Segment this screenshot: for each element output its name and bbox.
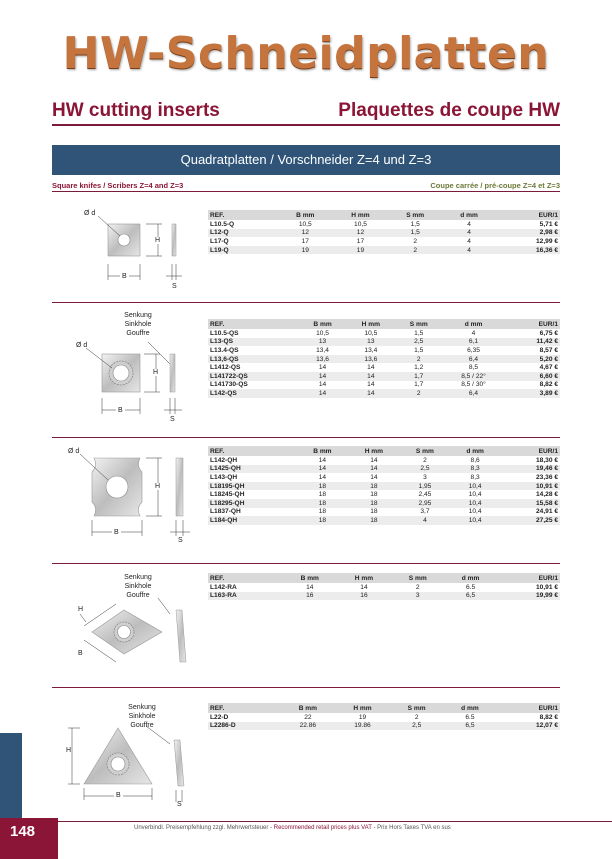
table-cell: 4	[471, 329, 476, 337]
label-h: H	[78, 606, 84, 613]
table-cell: 1,5	[388, 229, 442, 238]
table-cell: 13,4	[316, 346, 329, 354]
table-row	[208, 220, 560, 229]
table-row	[208, 473, 560, 482]
table-cell: 18	[348, 482, 399, 491]
label-b: B	[114, 529, 119, 536]
table-cell: 13	[298, 338, 346, 347]
table-cell: L17-Q	[210, 237, 229, 245]
product-table-ra	[208, 573, 560, 600]
section-rule	[52, 437, 560, 438]
table-cell: 8,5 / 22°	[443, 372, 505, 381]
table-cell: 14	[297, 465, 348, 474]
table-cell: 19,46 €	[500, 465, 560, 474]
table-cell: 10,4	[450, 499, 500, 508]
table-cell: 14	[347, 372, 395, 381]
table-cell: 8,82 €	[539, 381, 558, 389]
table-row	[208, 482, 560, 491]
table-cell: 10,5	[298, 220, 312, 228]
table-cell: 2,5	[390, 722, 444, 731]
label-b: B	[122, 273, 127, 280]
drawing-notched-square-insert	[66, 446, 196, 546]
column-header: EUR/1	[497, 573, 560, 583]
table-cell: 14	[298, 389, 346, 398]
table-cell: 17	[301, 237, 309, 245]
table-cell: 12,99 €	[536, 237, 558, 245]
footer-note-de: Unverbindl. Preisempfehlung zzgl. Mehrwertsteuer -	[134, 825, 274, 831]
column-header: B mm	[297, 446, 348, 456]
table-cell: 18	[297, 499, 348, 508]
table-cell: L141730-QS	[210, 381, 248, 389]
header-rule	[52, 124, 560, 126]
table-cell: 2	[388, 246, 442, 255]
label-b: B	[116, 792, 121, 799]
table-header-row	[208, 210, 560, 220]
table-cell: L142-QH	[210, 456, 238, 464]
label-diameter: Ø d	[84, 210, 96, 217]
table-row	[208, 592, 560, 601]
table-cell: 19	[333, 246, 388, 255]
table-cell: L143-QH	[210, 473, 238, 481]
table-cell: L18295-QH	[208, 499, 297, 508]
table-cell: 22.86	[281, 722, 336, 731]
table-cell: 4	[467, 237, 471, 245]
column-header: S mm	[400, 446, 451, 456]
table-cell: 13,6	[298, 355, 346, 364]
table-row	[208, 713, 560, 722]
table-row	[208, 381, 560, 390]
table-cell: L184-QH	[208, 516, 297, 525]
column-header: B mm	[298, 319, 346, 329]
table-cell: 10,91 €	[536, 583, 558, 591]
table-cell: 10,4	[450, 516, 500, 525]
product-table-qh	[208, 446, 560, 525]
table-cell: 3,7	[420, 508, 430, 516]
table-cell: 19	[358, 713, 367, 721]
table-row	[208, 346, 560, 355]
table-row	[208, 237, 560, 246]
column-header: REF.	[208, 703, 281, 713]
label-countersink-fr: Gouffre	[126, 592, 150, 599]
column-header: REF.	[208, 446, 297, 456]
table-cell: 2,98 €	[496, 229, 560, 238]
table-cell: 8,3	[470, 473, 480, 481]
table-cell: 1,95	[400, 482, 451, 491]
label-h: H	[66, 747, 72, 754]
table-row	[208, 355, 560, 364]
table-row	[208, 389, 560, 398]
table-cell: 14	[367, 364, 375, 372]
table-row	[208, 583, 560, 592]
label-b: B	[78, 650, 83, 657]
table-cell: 3	[391, 592, 444, 601]
table-cell: L13,6-QS	[208, 355, 298, 364]
column-header: EUR/1	[496, 703, 560, 713]
table-cell: 4,67 €	[539, 364, 558, 372]
table-cell: 16	[283, 592, 337, 601]
table-cell: 14	[370, 456, 378, 464]
table-cell: 18	[370, 508, 378, 516]
drawing-square-insert	[80, 210, 190, 295]
table-cell: 8,82 €	[539, 713, 558, 721]
table-cell: 10,4	[450, 482, 500, 491]
table-cell: 10,5	[364, 329, 378, 337]
table-cell: 22	[304, 713, 312, 721]
table-cell: 8,6	[470, 456, 480, 464]
label-s: S	[170, 416, 175, 423]
table-cell: 6,4	[443, 389, 505, 398]
table-cell: L18245-QH	[210, 491, 245, 499]
label-countersink-fr: Gouffre	[126, 330, 150, 337]
page-number: 148	[0, 818, 58, 859]
table-cell: L2286-D	[208, 722, 281, 731]
table-cell: 8,57 €	[539, 346, 558, 354]
table-cell: 10,4	[468, 508, 482, 516]
table-cell: 1,7	[395, 372, 443, 381]
drawing-triangular-insert	[62, 700, 196, 812]
table-header-row	[208, 446, 560, 456]
table-cell: 2,45	[418, 491, 432, 499]
column-header: H mm	[337, 573, 391, 583]
section-rule	[52, 302, 560, 303]
table-cell: 6,35	[467, 346, 480, 354]
table-cell: 4	[400, 516, 451, 525]
subtitle-en: HW cutting inserts	[52, 100, 220, 121]
table-cell: 18	[318, 508, 327, 516]
table-cell: 18	[348, 516, 399, 525]
footer-note	[134, 825, 451, 831]
table-cell: 14	[348, 465, 399, 474]
table-cell: 8,5	[468, 364, 479, 372]
table-cell: 6,5	[444, 722, 497, 731]
table-cell: L1425-QH	[208, 465, 297, 474]
table-cell: L142-QS	[208, 389, 298, 398]
table-header-row	[208, 573, 560, 583]
column-header: S mm	[390, 703, 444, 713]
table-cell: 10,5	[316, 329, 329, 337]
table-cell: 2	[423, 456, 427, 464]
table-cell: 1,5	[410, 220, 420, 228]
column-header: H mm	[347, 319, 395, 329]
table-cell: 8,5 / 30°	[461, 381, 486, 389]
table-cell: 10,5	[354, 220, 367, 228]
table-cell: 27,25 €	[500, 516, 560, 525]
table-cell: 5,71 €	[539, 220, 558, 228]
category-banner: Quadratplatten / Vorschneider Z=4 und Z=3	[52, 145, 560, 175]
table-header-row	[208, 703, 560, 713]
table-cell: 12,07 €	[496, 722, 560, 731]
table-cell: 1,5	[414, 346, 424, 354]
column-header: B mm	[281, 703, 336, 713]
table-cell: 4	[467, 220, 471, 228]
table-cell: 2	[413, 237, 418, 245]
column-header: B mm	[283, 573, 337, 583]
category-label-en: Square knifes / Scribers Z=4 and Z=3	[52, 181, 184, 190]
table-cell: 6,4	[443, 355, 505, 364]
table-row	[208, 329, 560, 338]
label-h: H	[155, 237, 161, 244]
table-cell: 14	[298, 372, 346, 381]
table-cell: 19,99 €	[497, 592, 560, 601]
table-cell: 10,4	[468, 491, 482, 499]
table-cell: 14	[318, 456, 327, 464]
table-cell: 16,36 €	[496, 246, 560, 255]
table-cell: 18	[297, 482, 348, 491]
table-row	[208, 456, 560, 465]
column-header: EUR/1	[496, 210, 560, 220]
table-cell: 16	[337, 592, 391, 601]
table-cell: 14	[367, 381, 375, 389]
table-cell: 10,91 €	[500, 482, 560, 491]
label-diameter: Ø d	[76, 342, 88, 349]
table-cell: 1,7	[414, 381, 424, 389]
table-cell: 12	[278, 229, 333, 238]
table-cell: L163-RA	[208, 592, 283, 601]
label-countersink-en: Sinkhole	[128, 713, 156, 720]
footer-note-fr: - Prix Hors Taxes TVA en sus	[371, 825, 451, 831]
label-b: B	[118, 407, 123, 414]
subtitle-fr: Plaquettes de coupe HW	[338, 100, 560, 121]
table-row	[208, 465, 560, 474]
table-cell: 18	[318, 491, 327, 499]
label-countersink-de: Senkung	[124, 312, 152, 319]
column-header: REF.	[208, 210, 278, 220]
table-cell: L19-Q	[208, 246, 278, 255]
table-cell: L13.4-QS	[210, 346, 239, 354]
column-header: d mm	[442, 210, 495, 220]
table-cell: 6,75 €	[539, 329, 558, 337]
table-cell: L13-QS	[208, 338, 298, 347]
table-cell: 14,28 €	[536, 491, 558, 499]
label-s: S	[178, 537, 183, 544]
table-cell: 14	[306, 583, 314, 591]
table-cell: 14	[318, 381, 327, 389]
table-cell: 18,30 €	[536, 456, 558, 464]
table-row	[208, 338, 560, 347]
table-cell: 18	[348, 499, 399, 508]
table-cell: 6,60 €	[505, 372, 561, 381]
table-row	[208, 499, 560, 508]
table-cell: 18	[370, 491, 378, 499]
column-header: B mm	[278, 210, 333, 220]
column-header: EUR/1	[500, 446, 560, 456]
table-cell: 13,6	[347, 355, 395, 364]
table-cell: 2,95	[400, 499, 451, 508]
column-header: H mm	[335, 703, 390, 713]
table-cell: 4	[442, 229, 495, 238]
table-cell: L142-RA	[210, 583, 237, 591]
table-cell: 12	[333, 229, 388, 238]
drawing-countersunk-square-insert	[72, 312, 192, 427]
section-rule	[52, 563, 560, 564]
label-diameter: Ø d	[68, 448, 80, 455]
footer-rule	[58, 821, 612, 822]
column-header: d mm	[444, 703, 497, 713]
section-rule	[52, 191, 560, 192]
drawing-rhombic-insert	[62, 570, 196, 676]
table-row	[208, 516, 560, 525]
table-cell: 11,42 €	[505, 338, 561, 347]
column-header: H mm	[333, 210, 388, 220]
table-cell: 23,36 €	[536, 473, 558, 481]
column-header: S mm	[395, 319, 443, 329]
table-cell: 19.86	[335, 722, 390, 731]
table-cell: L18195-QH	[208, 482, 297, 491]
table-cell: 2,5	[395, 338, 443, 347]
column-header: REF.	[208, 319, 298, 329]
table-cell: 3,89 €	[505, 389, 561, 398]
table-row	[208, 508, 560, 517]
table-cell: 6,1	[443, 338, 505, 347]
table-cell: L10.5-Q	[210, 220, 235, 228]
table-row	[208, 229, 560, 238]
table-cell: 18	[297, 516, 348, 525]
table-cell: 14	[360, 583, 368, 591]
product-table-qs	[208, 319, 560, 398]
table-cell: 6.5	[466, 583, 476, 591]
product-table-d	[208, 703, 560, 730]
table-cell: 14	[370, 473, 378, 481]
table-cell: 2	[414, 713, 419, 721]
label-h: H	[153, 369, 159, 376]
table-header-row	[208, 319, 560, 329]
table-cell: 2	[395, 389, 443, 398]
table-row	[208, 490, 560, 499]
section-rule	[52, 687, 560, 688]
table-cell: 14	[347, 389, 395, 398]
table-cell: 1,5	[414, 329, 424, 337]
column-header: S mm	[391, 573, 444, 583]
table-cell: 19	[278, 246, 333, 255]
table-cell: L12-Q	[208, 229, 278, 238]
column-header: d mm	[450, 446, 500, 456]
table-cell: L1837-QH	[210, 508, 241, 516]
column-header: H mm	[348, 446, 399, 456]
category-label-fr: Coupe carrée / pré-coupe Z=4 et Z=3	[430, 181, 560, 190]
table-cell: 6.5	[465, 713, 475, 721]
column-header: d mm	[444, 573, 496, 583]
table-cell: L22-D	[210, 713, 229, 721]
label-h: H	[155, 483, 161, 490]
table-row	[208, 722, 560, 731]
label-countersink-de: Senkung	[128, 704, 156, 711]
table-cell: 4	[442, 246, 495, 255]
table-cell: 8,3	[450, 465, 500, 474]
table-row	[208, 246, 560, 255]
page-title: HW-Schneidplatten	[62, 28, 550, 79]
table-cell: 15,58 €	[500, 499, 560, 508]
table-row	[208, 372, 560, 381]
column-header: d mm	[443, 319, 505, 329]
column-header: REF.	[208, 573, 283, 583]
footer-note-en: Recommended retail prices plus VAT	[273, 825, 372, 831]
product-table-q	[208, 210, 560, 254]
table-cell: 14	[318, 364, 327, 372]
table-cell: 2	[395, 355, 443, 364]
table-row	[208, 363, 560, 372]
table-cell: 13,4	[364, 346, 378, 354]
table-cell: L141722-QS	[208, 372, 298, 381]
label-countersink-de: Senkung	[124, 574, 152, 581]
column-header: EUR/1	[505, 319, 561, 329]
table-cell: 2,5	[400, 465, 451, 474]
label-countersink-en: Sinkhole	[124, 583, 152, 590]
table-cell: 3	[423, 473, 427, 481]
table-cell: 24,91 €	[536, 508, 558, 516]
side-tab	[0, 733, 22, 818]
label-countersink-en: Sinkhole	[124, 321, 152, 328]
table-cell: 5,20 €	[505, 355, 561, 364]
table-cell: 14	[318, 473, 327, 481]
table-cell: 17	[356, 237, 365, 245]
label-countersink-fr: Gouffre	[130, 722, 154, 729]
table-cell: L1412-QS	[210, 364, 241, 372]
column-header: S mm	[388, 210, 442, 220]
label-s: S	[177, 801, 182, 808]
table-cell: 2	[415, 583, 420, 591]
table-cell: 13	[347, 338, 395, 347]
table-cell: 6,5	[444, 592, 496, 601]
label-s: S	[172, 283, 177, 290]
table-cell: 1,2	[414, 364, 424, 372]
table-cell: L10.5-QS	[210, 329, 239, 337]
